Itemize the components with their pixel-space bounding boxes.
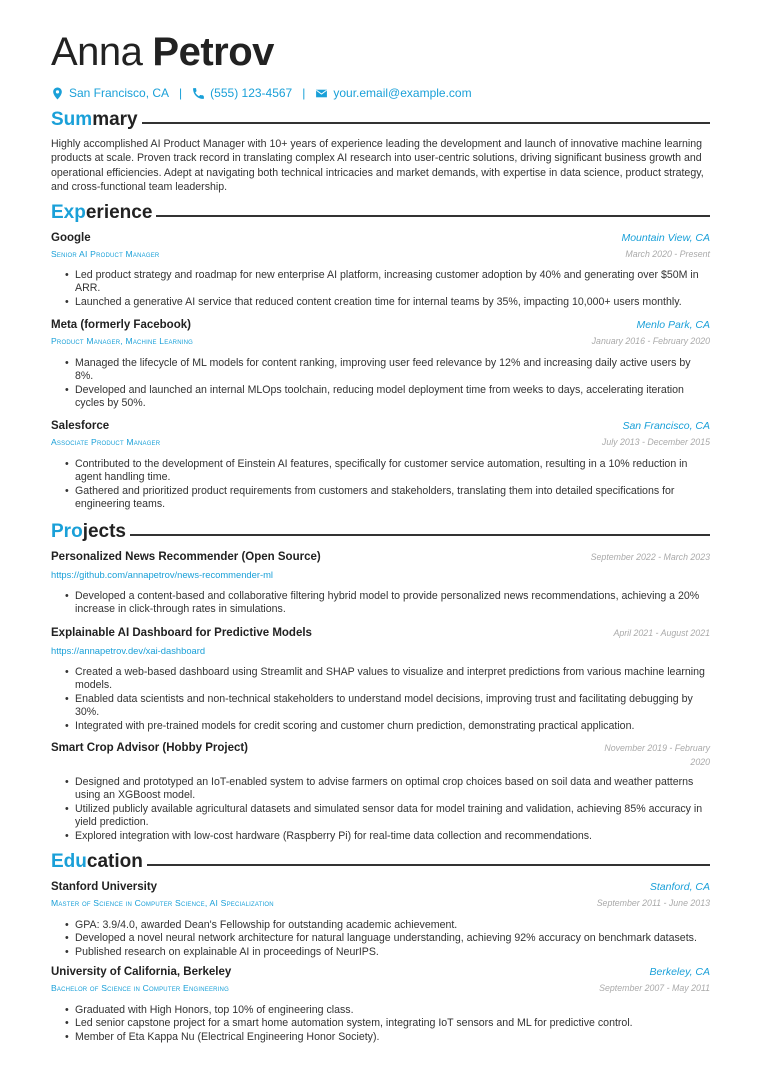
- job-role: Associate Product Manager: [51, 437, 161, 447]
- list-item: • Gathered and prioritized product requirements from customers and stakeholders, translating them into detailed specifications for engineering teams.: [65, 485, 710, 512]
- summary-heading: Summary: [51, 109, 138, 130]
- company-name: Salesforce: [51, 420, 110, 432]
- experience-heading: Experience: [51, 202, 153, 223]
- list-item: • Developed a content-based and collaborative filtering hybrid model to provide personalized news recommendations, achieving a 20% increase in click-through rates in simulations.: [65, 590, 710, 617]
- school-location: Stanford, CA: [649, 881, 710, 893]
- list-item: • Enabled data scientists and non-technical stakeholders to understand model decisions, improving trust and facilitating debugging by 30%.: [65, 693, 710, 720]
- list-item: • Graduated with High Honors, top 10% of engineering class.: [65, 1004, 710, 1017]
- project-subheader: [51, 644, 710, 658]
- phone-icon: [192, 87, 205, 100]
- education-section-title: [51, 851, 710, 873]
- project-name: Personalized News Recommender (Open Source): [51, 551, 321, 563]
- contact-email[interactable]: [315, 86, 471, 100]
- phone-text: (555) 123-4567: [210, 86, 293, 100]
- project-bullets: [65, 590, 710, 617]
- job-dates: July 2013 - December 2015: [601, 437, 710, 447]
- job-subheader: [51, 335, 710, 349]
- contact-line: [51, 85, 472, 101]
- project-bullets: [65, 776, 710, 843]
- list-item: • Developed a novel neural network architecture for natural language understanding, achieving 92% accuracy on benchmark datasets.: [65, 932, 710, 945]
- list-item: • Managed the lifecycle of ML models for content ranking, improving user feed relevance by 12% and increasing daily active users by 8%.: [65, 357, 710, 384]
- job-dates: January 2016 - February 2020: [591, 336, 710, 346]
- school-dates: September 2007 - May 2011: [599, 983, 710, 993]
- job-bullets: [65, 269, 710, 309]
- section-rule: [130, 534, 710, 536]
- school-dates: September 2011 - June 2013: [596, 898, 710, 908]
- project-dates: September 2022 - March 2023: [590, 552, 710, 562]
- job-header: [51, 420, 710, 434]
- school-location: Berkeley, CA: [649, 966, 710, 978]
- projects-heading: Projects: [51, 521, 126, 542]
- job-header: [51, 232, 710, 246]
- school-subheader: [51, 897, 710, 911]
- school-name: Stanford University: [51, 881, 158, 893]
- school-name: University of California, Berkeley: [51, 966, 232, 978]
- project-subheader: [51, 568, 710, 582]
- list-item: • Launched a generative AI service that reduced content creation time for internal teams by 35%, impacting 10,000+ users monthly.: [65, 296, 710, 309]
- school-header: [51, 966, 710, 980]
- contact-phone[interactable]: [192, 86, 292, 100]
- contact-separator: |: [179, 86, 183, 100]
- school-bullets: [65, 919, 710, 959]
- project-dates: April 2021 - August 2021: [613, 628, 710, 638]
- first-name: Anna: [51, 30, 143, 74]
- job-role: Product Manager, Machine Learning: [51, 336, 193, 346]
- job-role: Senior AI Product Manager: [51, 249, 160, 259]
- job-location: Menlo Park, CA: [636, 319, 710, 331]
- job-subheader: [51, 248, 710, 262]
- degree: Master of Science in Computer Science, AI Specialization: [51, 898, 274, 908]
- list-item: • Contributed to the development of Einstein AI features, specifically for customer service automation, resulting in a 10% reduction in agent handling time.: [65, 458, 710, 485]
- list-item: • Designed and prototyped an IoT-enabled system to advise farmers on optimal crop choices based on soil data and weather patterns using an XGBoost model.: [65, 776, 710, 803]
- list-item: • GPA: 3.9/4.0, awarded Dean's Fellowship for outstanding academic achievement.: [65, 919, 710, 932]
- education-heading: Education: [51, 851, 143, 872]
- project-bullets: [65, 666, 710, 733]
- contact-location: [51, 86, 169, 100]
- project-link[interactable]: https://github.com/annapetrov/news-recommender-ml: [51, 569, 273, 580]
- school-header: [51, 881, 710, 895]
- job-header: [51, 319, 710, 333]
- project-name: Explainable AI Dashboard for Predictive Models: [51, 627, 312, 639]
- school-subheader: [51, 982, 710, 996]
- job-bullets: [65, 458, 710, 512]
- degree: Bachelor of Science in Computer Engineering: [51, 983, 229, 993]
- envelope-icon: [315, 87, 328, 100]
- list-item: • Developed and launched an internal MLOps toolchain, reducing model deployment time from weeks to days, accelerating iteration cycles by 50%.: [65, 384, 710, 411]
- company-name: Google: [51, 232, 91, 244]
- last-name: Petrov: [152, 30, 274, 74]
- list-item: • Led product strategy and roadmap for new enterprise AI platform, increasing customer adoption by 40% and generating over $50M in ARR.: [65, 269, 710, 296]
- list-item: • Created a web-based dashboard using Streamlit and SHAP values to visualize and interpret predictions from various machine learning models.: [65, 666, 710, 693]
- project-name: Smart Crop Advisor (Hobby Project): [51, 742, 249, 754]
- job-location: San Francisco, CA: [622, 420, 710, 432]
- map-pin-icon: [51, 87, 64, 100]
- project-dates: November 2019 - February 2020: [604, 743, 710, 767]
- project-header: [51, 551, 710, 565]
- list-item: • Member of Eta Kappa Nu (Electrical Engineering Honor Society).: [65, 1031, 710, 1044]
- section-rule: [142, 122, 710, 124]
- experience-section-title: [51, 202, 710, 224]
- company-name: Meta (formerly Facebook): [51, 319, 191, 331]
- project-header: [51, 742, 710, 767]
- job-subheader: [51, 436, 710, 450]
- email-text: your.email@example.com: [333, 86, 472, 100]
- section-rule: [147, 864, 710, 866]
- projects-section-title: [51, 521, 710, 543]
- name-heading: [51, 30, 274, 74]
- summary-text: Highly accomplished AI Product Manager with 10+ years of experience leading the development and launch of innovative machine learning products at scale. Proven track record in translating complex AI research into user-centric solutions, driving significant business growth and operational efficiencies. Adept at navigating both technical intricacies and market demands, with expertise in data science, product strategy, and cross-functional team leadership.: [51, 138, 704, 194]
- project-header: [51, 627, 710, 641]
- section-rule: [156, 215, 710, 217]
- summary-section-title: [51, 109, 710, 131]
- list-item: • Utilized publicly available agricultural datasets and simulated sensor data for model training and validation, achieving 85% accuracy in yield prediction.: [65, 803, 710, 830]
- job-bullets: [65, 357, 710, 411]
- list-item: • Published research on explainable AI in proceedings of NeurIPS.: [65, 946, 710, 959]
- job-location: Mountain View, CA: [621, 232, 710, 244]
- contact-separator: |: [302, 86, 306, 100]
- location-text: San Francisco, CA: [69, 86, 170, 100]
- job-dates: March 2020 - Present: [625, 249, 710, 259]
- list-item: • Explored integration with low-cost hardware (Raspberry Pi) for real-time data collection and recommendations.: [65, 830, 710, 843]
- project-link[interactable]: https://annapetrov.dev/xai-dashboard: [51, 645, 206, 656]
- list-item: • Led senior capstone project for a smart home automation system, integrating IoT sensors and ML for predictive control.: [65, 1017, 710, 1030]
- school-bullets: [65, 1004, 710, 1044]
- list-item: • Integrated with pre-trained models for credit scoring and customer churn prediction, demonstrating practical application.: [65, 720, 710, 733]
